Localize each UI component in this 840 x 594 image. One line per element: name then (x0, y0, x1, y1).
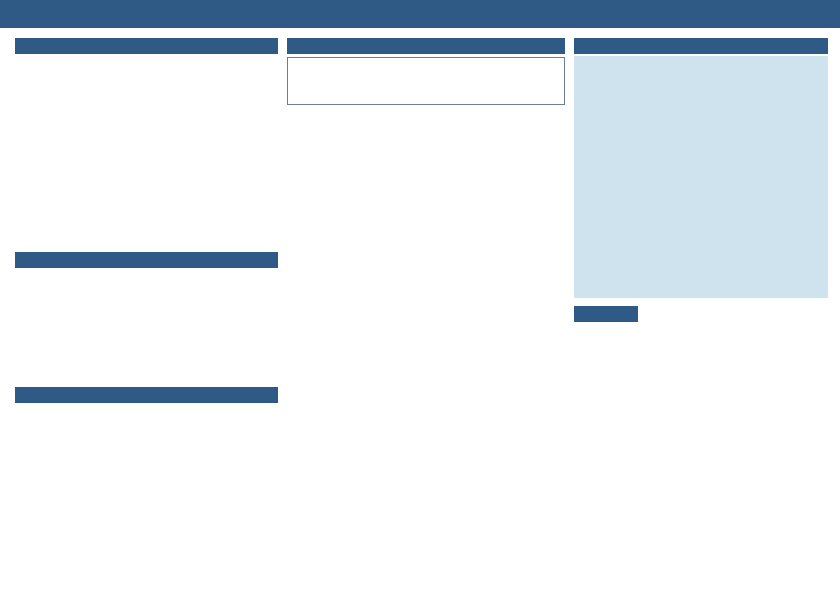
account-box (287, 57, 565, 105)
offering-header (287, 38, 565, 54)
memo-header (574, 38, 828, 54)
wednesday-service-header (15, 252, 278, 268)
header-bar (0, 0, 840, 28)
wednesday-service-order (15, 269, 278, 389)
sermon-note-area[interactable] (574, 56, 828, 298)
offering-list (287, 107, 572, 577)
dawn-prayer-header (15, 387, 278, 403)
sunday-service-order (15, 58, 278, 213)
sunday-service-header (15, 38, 278, 54)
tree-group-header (574, 306, 638, 322)
